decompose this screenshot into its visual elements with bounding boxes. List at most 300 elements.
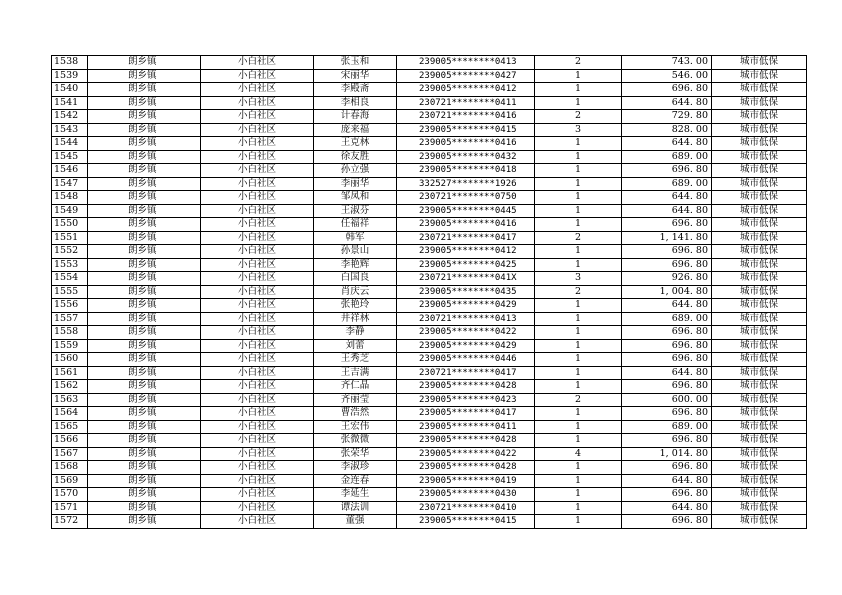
row-number-cell: 1545: [52, 150, 88, 164]
town-cell: 朗乡镇: [88, 137, 201, 151]
town-cell: 朗乡镇: [88, 326, 201, 340]
row-number-cell: 1565: [52, 420, 88, 434]
name-cell: 张微微: [314, 434, 397, 448]
town-cell: 朗乡镇: [88, 164, 201, 178]
town-cell: 朗乡镇: [88, 83, 201, 97]
name-cell: 孙立强: [314, 164, 397, 178]
row-number-cell: 1552: [52, 245, 88, 259]
community-cell: 小白社区: [201, 393, 314, 407]
community-cell: 小白社区: [201, 353, 314, 367]
name-cell: 井祥林: [314, 312, 397, 326]
amount-cell: 696. 80: [622, 339, 712, 353]
name-cell: 曹浩然: [314, 407, 397, 421]
table-row: [52, 191, 807, 205]
assistance-type-cell: 城市低保: [712, 474, 807, 488]
town-cell: 朗乡镇: [88, 69, 201, 83]
town-cell: 朗乡镇: [88, 123, 201, 137]
amount-cell: 696. 80: [622, 353, 712, 367]
id-number-cell: 239005********0423: [397, 393, 535, 407]
community-cell: 小白社区: [201, 110, 314, 124]
row-number-cell: 1570: [52, 488, 88, 502]
town-cell: 朗乡镇: [88, 393, 201, 407]
assistance-type-cell: 城市低保: [712, 150, 807, 164]
table-row: [52, 407, 807, 421]
name-cell: 王宏伟: [314, 420, 397, 434]
name-cell: 邹凤和: [314, 191, 397, 205]
id-number-cell: 239005********0422: [397, 447, 535, 461]
town-cell: 朗乡镇: [88, 272, 201, 286]
household-count-cell: 1: [535, 515, 622, 529]
town-cell: 朗乡镇: [88, 150, 201, 164]
assistance-type-cell: 城市低保: [712, 380, 807, 394]
id-number-cell: 239005********0435: [397, 285, 535, 299]
household-count-cell: 1: [535, 299, 622, 313]
amount-cell: 644. 80: [622, 366, 712, 380]
household-count-cell: 2: [535, 393, 622, 407]
assistance-type-cell: 城市低保: [712, 164, 807, 178]
name-cell: 谭法训: [314, 501, 397, 515]
row-number-cell: 1567: [52, 447, 88, 461]
community-cell: 小白社区: [201, 83, 314, 97]
row-number-cell: 1548: [52, 191, 88, 205]
table-row: [52, 272, 807, 286]
id-number-cell: 230721********041X: [397, 272, 535, 286]
assistance-type-cell: 城市低保: [712, 420, 807, 434]
table-row: [52, 339, 807, 353]
amount-cell: 696. 80: [622, 407, 712, 421]
assistance-type-cell: 城市低保: [712, 83, 807, 97]
assistance-type-cell: 城市低保: [712, 488, 807, 502]
household-count-cell: 3: [535, 123, 622, 137]
community-cell: 小白社区: [201, 339, 314, 353]
household-count-cell: 1: [535, 96, 622, 110]
id-number-cell: 239005********0411: [397, 420, 535, 434]
town-cell: 朗乡镇: [88, 339, 201, 353]
household-count-cell: 1: [535, 326, 622, 340]
community-cell: 小白社区: [201, 218, 314, 232]
community-cell: 小白社区: [201, 123, 314, 137]
amount-cell: 696. 80: [622, 461, 712, 475]
community-cell: 小白社区: [201, 447, 314, 461]
household-count-cell: 2: [535, 56, 622, 70]
name-cell: 李艳辉: [314, 258, 397, 272]
assistance-type-cell: 城市低保: [712, 191, 807, 205]
assistance-type-cell: 城市低保: [712, 434, 807, 448]
household-count-cell: 1: [535, 218, 622, 232]
town-cell: 朗乡镇: [88, 474, 201, 488]
community-cell: 小白社区: [201, 515, 314, 529]
table-row: [52, 353, 807, 367]
assistance-type-cell: 城市低保: [712, 407, 807, 421]
assistance-type-cell: 城市低保: [712, 69, 807, 83]
household-count-cell: 1: [535, 245, 622, 259]
table-row: [52, 393, 807, 407]
row-number-cell: 1551: [52, 231, 88, 245]
household-count-cell: 1: [535, 177, 622, 191]
name-cell: 张荣华: [314, 447, 397, 461]
amount-cell: 689. 00: [622, 177, 712, 191]
town-cell: 朗乡镇: [88, 56, 201, 70]
id-number-cell: 239005********0428: [397, 380, 535, 394]
household-count-cell: 1: [535, 488, 622, 502]
town-cell: 朗乡镇: [88, 420, 201, 434]
assistance-type-cell: 城市低保: [712, 137, 807, 151]
table-row: [52, 56, 807, 70]
table-row: [52, 474, 807, 488]
table-row: [52, 245, 807, 259]
assistance-type-cell: 城市低保: [712, 299, 807, 313]
amount-cell: 696. 80: [622, 488, 712, 502]
town-cell: 朗乡镇: [88, 110, 201, 124]
id-number-cell: 239005********0418: [397, 164, 535, 178]
allowance-table: [51, 55, 807, 529]
row-number-cell: 1562: [52, 380, 88, 394]
table-row: [52, 312, 807, 326]
town-cell: 朗乡镇: [88, 434, 201, 448]
town-cell: 朗乡镇: [88, 407, 201, 421]
community-cell: 小白社区: [201, 366, 314, 380]
id-number-cell: 239005********0427: [397, 69, 535, 83]
household-count-cell: 1: [535, 339, 622, 353]
name-cell: 张玉和: [314, 56, 397, 70]
table-row: [52, 420, 807, 434]
id-number-cell: 239005********0429: [397, 299, 535, 313]
name-cell: 李延生: [314, 488, 397, 502]
community-cell: 小白社区: [201, 56, 314, 70]
row-number-cell: 1557: [52, 312, 88, 326]
name-cell: 王秀芝: [314, 353, 397, 367]
id-number-cell: 239005********0416: [397, 218, 535, 232]
household-count-cell: 1: [535, 204, 622, 218]
amount-cell: 696. 80: [622, 164, 712, 178]
community-cell: 小白社区: [201, 245, 314, 259]
assistance-type-cell: 城市低保: [712, 312, 807, 326]
name-cell: 白国良: [314, 272, 397, 286]
amount-cell: 828. 00: [622, 123, 712, 137]
town-cell: 朗乡镇: [88, 515, 201, 529]
table-row: [52, 285, 807, 299]
table-row: [52, 488, 807, 502]
name-cell: 李淑珍: [314, 461, 397, 475]
name-cell: 任福祥: [314, 218, 397, 232]
name-cell: 孙景山: [314, 245, 397, 259]
name-cell: 刘蕾: [314, 339, 397, 353]
household-count-cell: 1: [535, 461, 622, 475]
town-cell: 朗乡镇: [88, 218, 201, 232]
assistance-type-cell: 城市低保: [712, 245, 807, 259]
table-row: [52, 110, 807, 124]
town-cell: 朗乡镇: [88, 177, 201, 191]
assistance-type-cell: 城市低保: [712, 56, 807, 70]
household-count-cell: 1: [535, 420, 622, 434]
amount-cell: 600. 00: [622, 393, 712, 407]
row-number-cell: 1538: [52, 56, 88, 70]
id-number-cell: 239005********0428: [397, 434, 535, 448]
amount-cell: 546. 00: [622, 69, 712, 83]
amount-cell: 644. 80: [622, 474, 712, 488]
id-number-cell: 332527********1926: [397, 177, 535, 191]
id-number-cell: 239005********0412: [397, 245, 535, 259]
household-count-cell: 1: [535, 69, 622, 83]
town-cell: 朗乡镇: [88, 461, 201, 475]
community-cell: 小白社区: [201, 299, 314, 313]
name-cell: 齐仁晶: [314, 380, 397, 394]
community-cell: 小白社区: [201, 461, 314, 475]
row-number-cell: 1564: [52, 407, 88, 421]
assistance-type-cell: 城市低保: [712, 353, 807, 367]
amount-cell: 644. 80: [622, 191, 712, 205]
town-cell: 朗乡镇: [88, 366, 201, 380]
amount-cell: 696. 80: [622, 83, 712, 97]
id-number-cell: 230721********0750: [397, 191, 535, 205]
name-cell: 王淑芬: [314, 204, 397, 218]
table-row: [52, 515, 807, 529]
row-number-cell: 1546: [52, 164, 88, 178]
table-row: [52, 258, 807, 272]
table-row: [52, 69, 807, 83]
table-row: [52, 461, 807, 475]
id-number-cell: 239005********0415: [397, 515, 535, 529]
assistance-type-cell: 城市低保: [712, 461, 807, 475]
assistance-type-cell: 城市低保: [712, 204, 807, 218]
table-body: [52, 56, 807, 529]
name-cell: 李相良: [314, 96, 397, 110]
row-number-cell: 1540: [52, 83, 88, 97]
row-number-cell: 1566: [52, 434, 88, 448]
row-number-cell: 1549: [52, 204, 88, 218]
amount-cell: 696. 80: [622, 434, 712, 448]
name-cell: 李丽华: [314, 177, 397, 191]
row-number-cell: 1541: [52, 96, 88, 110]
assistance-type-cell: 城市低保: [712, 285, 807, 299]
name-cell: 董强: [314, 515, 397, 529]
id-number-cell: 239005********0419: [397, 474, 535, 488]
name-cell: 庞来福: [314, 123, 397, 137]
household-count-cell: 3: [535, 272, 622, 286]
table-row: [52, 177, 807, 191]
community-cell: 小白社区: [201, 488, 314, 502]
table-row: [52, 366, 807, 380]
id-number-cell: 230721********0411: [397, 96, 535, 110]
household-count-cell: 2: [535, 110, 622, 124]
assistance-type-cell: 城市低保: [712, 501, 807, 515]
row-number-cell: 1556: [52, 299, 88, 313]
assistance-type-cell: 城市低保: [712, 218, 807, 232]
community-cell: 小白社区: [201, 231, 314, 245]
row-number-cell: 1572: [52, 515, 88, 529]
town-cell: 朗乡镇: [88, 245, 201, 259]
town-cell: 朗乡镇: [88, 299, 201, 313]
name-cell: 徐友胜: [314, 150, 397, 164]
table-row: [52, 218, 807, 232]
community-cell: 小白社区: [201, 501, 314, 515]
household-count-cell: 1: [535, 380, 622, 394]
household-count-cell: 1: [535, 366, 622, 380]
household-count-cell: 1: [535, 353, 622, 367]
community-cell: 小白社区: [201, 285, 314, 299]
id-number-cell: 239005********0416: [397, 137, 535, 151]
table-row: [52, 123, 807, 137]
town-cell: 朗乡镇: [88, 488, 201, 502]
household-count-cell: 1: [535, 501, 622, 515]
row-number-cell: 1539: [52, 69, 88, 83]
table-row: [52, 96, 807, 110]
household-count-cell: 2: [535, 231, 622, 245]
community-cell: 小白社区: [201, 258, 314, 272]
row-number-cell: 1542: [52, 110, 88, 124]
assistance-type-cell: 城市低保: [712, 123, 807, 137]
community-cell: 小白社区: [201, 272, 314, 286]
name-cell: 肖庆云: [314, 285, 397, 299]
amount-cell: 689. 00: [622, 150, 712, 164]
id-number-cell: 239005********0432: [397, 150, 535, 164]
household-count-cell: 1: [535, 150, 622, 164]
community-cell: 小白社区: [201, 150, 314, 164]
community-cell: 小白社区: [201, 420, 314, 434]
amount-cell: 696. 80: [622, 245, 712, 259]
id-number-cell: 230721********0416: [397, 110, 535, 124]
row-number-cell: 1550: [52, 218, 88, 232]
household-count-cell: 1: [535, 407, 622, 421]
community-cell: 小白社区: [201, 191, 314, 205]
id-number-cell: 230721********0410: [397, 501, 535, 515]
id-number-cell: 239005********0415: [397, 123, 535, 137]
community-cell: 小白社区: [201, 407, 314, 421]
household-count-cell: 1: [535, 434, 622, 448]
table-row: [52, 150, 807, 164]
community-cell: 小白社区: [201, 380, 314, 394]
allowance-table-container: [51, 55, 807, 529]
name-cell: 王吉满: [314, 366, 397, 380]
community-cell: 小白社区: [201, 137, 314, 151]
id-number-cell: 230721********0413: [397, 312, 535, 326]
amount-cell: 1, 014. 80: [622, 447, 712, 461]
id-number-cell: 239005********0446: [397, 353, 535, 367]
row-number-cell: 1568: [52, 461, 88, 475]
name-cell: 韩军: [314, 231, 397, 245]
id-number-cell: 239005********0445: [397, 204, 535, 218]
row-number-cell: 1569: [52, 474, 88, 488]
community-cell: 小白社区: [201, 177, 314, 191]
table-row: [52, 137, 807, 151]
row-number-cell: 1543: [52, 123, 88, 137]
id-number-cell: 239005********0422: [397, 326, 535, 340]
row-number-cell: 1558: [52, 326, 88, 340]
assistance-type-cell: 城市低保: [712, 447, 807, 461]
id-number-cell: 239005********0425: [397, 258, 535, 272]
amount-cell: 696. 80: [622, 326, 712, 340]
assistance-type-cell: 城市低保: [712, 272, 807, 286]
row-number-cell: 1555: [52, 285, 88, 299]
row-number-cell: 1571: [52, 501, 88, 515]
id-number-cell: 239005********0417: [397, 407, 535, 421]
table-row: [52, 204, 807, 218]
household-count-cell: 1: [535, 83, 622, 97]
row-number-cell: 1547: [52, 177, 88, 191]
town-cell: 朗乡镇: [88, 191, 201, 205]
town-cell: 朗乡镇: [88, 312, 201, 326]
town-cell: 朗乡镇: [88, 285, 201, 299]
table-row: [52, 326, 807, 340]
table-row: [52, 434, 807, 448]
assistance-type-cell: 城市低保: [712, 231, 807, 245]
id-number-cell: 230721********0417: [397, 366, 535, 380]
assistance-type-cell: 城市低保: [712, 515, 807, 529]
id-number-cell: 239005********0413: [397, 56, 535, 70]
household-count-cell: 4: [535, 447, 622, 461]
row-number-cell: 1553: [52, 258, 88, 272]
community-cell: 小白社区: [201, 204, 314, 218]
row-number-cell: 1560: [52, 353, 88, 367]
assistance-type-cell: 城市低保: [712, 96, 807, 110]
amount-cell: 696. 80: [622, 380, 712, 394]
name-cell: 李静: [314, 326, 397, 340]
id-number-cell: 230721********0417: [397, 231, 535, 245]
town-cell: 朗乡镇: [88, 380, 201, 394]
table-row: [52, 299, 807, 313]
id-number-cell: 239005********0429: [397, 339, 535, 353]
amount-cell: 689. 00: [622, 420, 712, 434]
town-cell: 朗乡镇: [88, 258, 201, 272]
name-cell: 宋丽华: [314, 69, 397, 83]
name-cell: 张艳玲: [314, 299, 397, 313]
town-cell: 朗乡镇: [88, 96, 201, 110]
assistance-type-cell: 城市低保: [712, 258, 807, 272]
id-number-cell: 239005********0430: [397, 488, 535, 502]
household-count-cell: 1: [535, 137, 622, 151]
amount-cell: 729. 80: [622, 110, 712, 124]
community-cell: 小白社区: [201, 96, 314, 110]
name-cell: 计春海: [314, 110, 397, 124]
community-cell: 小白社区: [201, 326, 314, 340]
amount-cell: 926. 80: [622, 272, 712, 286]
household-count-cell: 1: [535, 191, 622, 205]
row-number-cell: 1559: [52, 339, 88, 353]
table-row: [52, 447, 807, 461]
row-number-cell: 1563: [52, 393, 88, 407]
amount-cell: 644. 80: [622, 299, 712, 313]
name-cell: 金连春: [314, 474, 397, 488]
assistance-type-cell: 城市低保: [712, 339, 807, 353]
town-cell: 朗乡镇: [88, 353, 201, 367]
community-cell: 小白社区: [201, 434, 314, 448]
town-cell: 朗乡镇: [88, 231, 201, 245]
town-cell: 朗乡镇: [88, 501, 201, 515]
amount-cell: 644. 80: [622, 96, 712, 110]
name-cell: 齐丽莹: [314, 393, 397, 407]
name-cell: 王克林: [314, 137, 397, 151]
community-cell: 小白社区: [201, 164, 314, 178]
town-cell: 朗乡镇: [88, 447, 201, 461]
household-count-cell: 1: [535, 474, 622, 488]
assistance-type-cell: 城市低保: [712, 326, 807, 340]
household-count-cell: 1: [535, 164, 622, 178]
table-row: [52, 501, 807, 515]
amount-cell: 743. 00: [622, 56, 712, 70]
row-number-cell: 1561: [52, 366, 88, 380]
table-row: [52, 380, 807, 394]
community-cell: 小白社区: [201, 474, 314, 488]
assistance-type-cell: 城市低保: [712, 110, 807, 124]
household-count-cell: 2: [535, 285, 622, 299]
row-number-cell: 1554: [52, 272, 88, 286]
household-count-cell: 1: [535, 258, 622, 272]
table-row: [52, 164, 807, 178]
row-number-cell: 1544: [52, 137, 88, 151]
amount-cell: 644. 80: [622, 501, 712, 515]
assistance-type-cell: 城市低保: [712, 393, 807, 407]
amount-cell: 696. 80: [622, 258, 712, 272]
